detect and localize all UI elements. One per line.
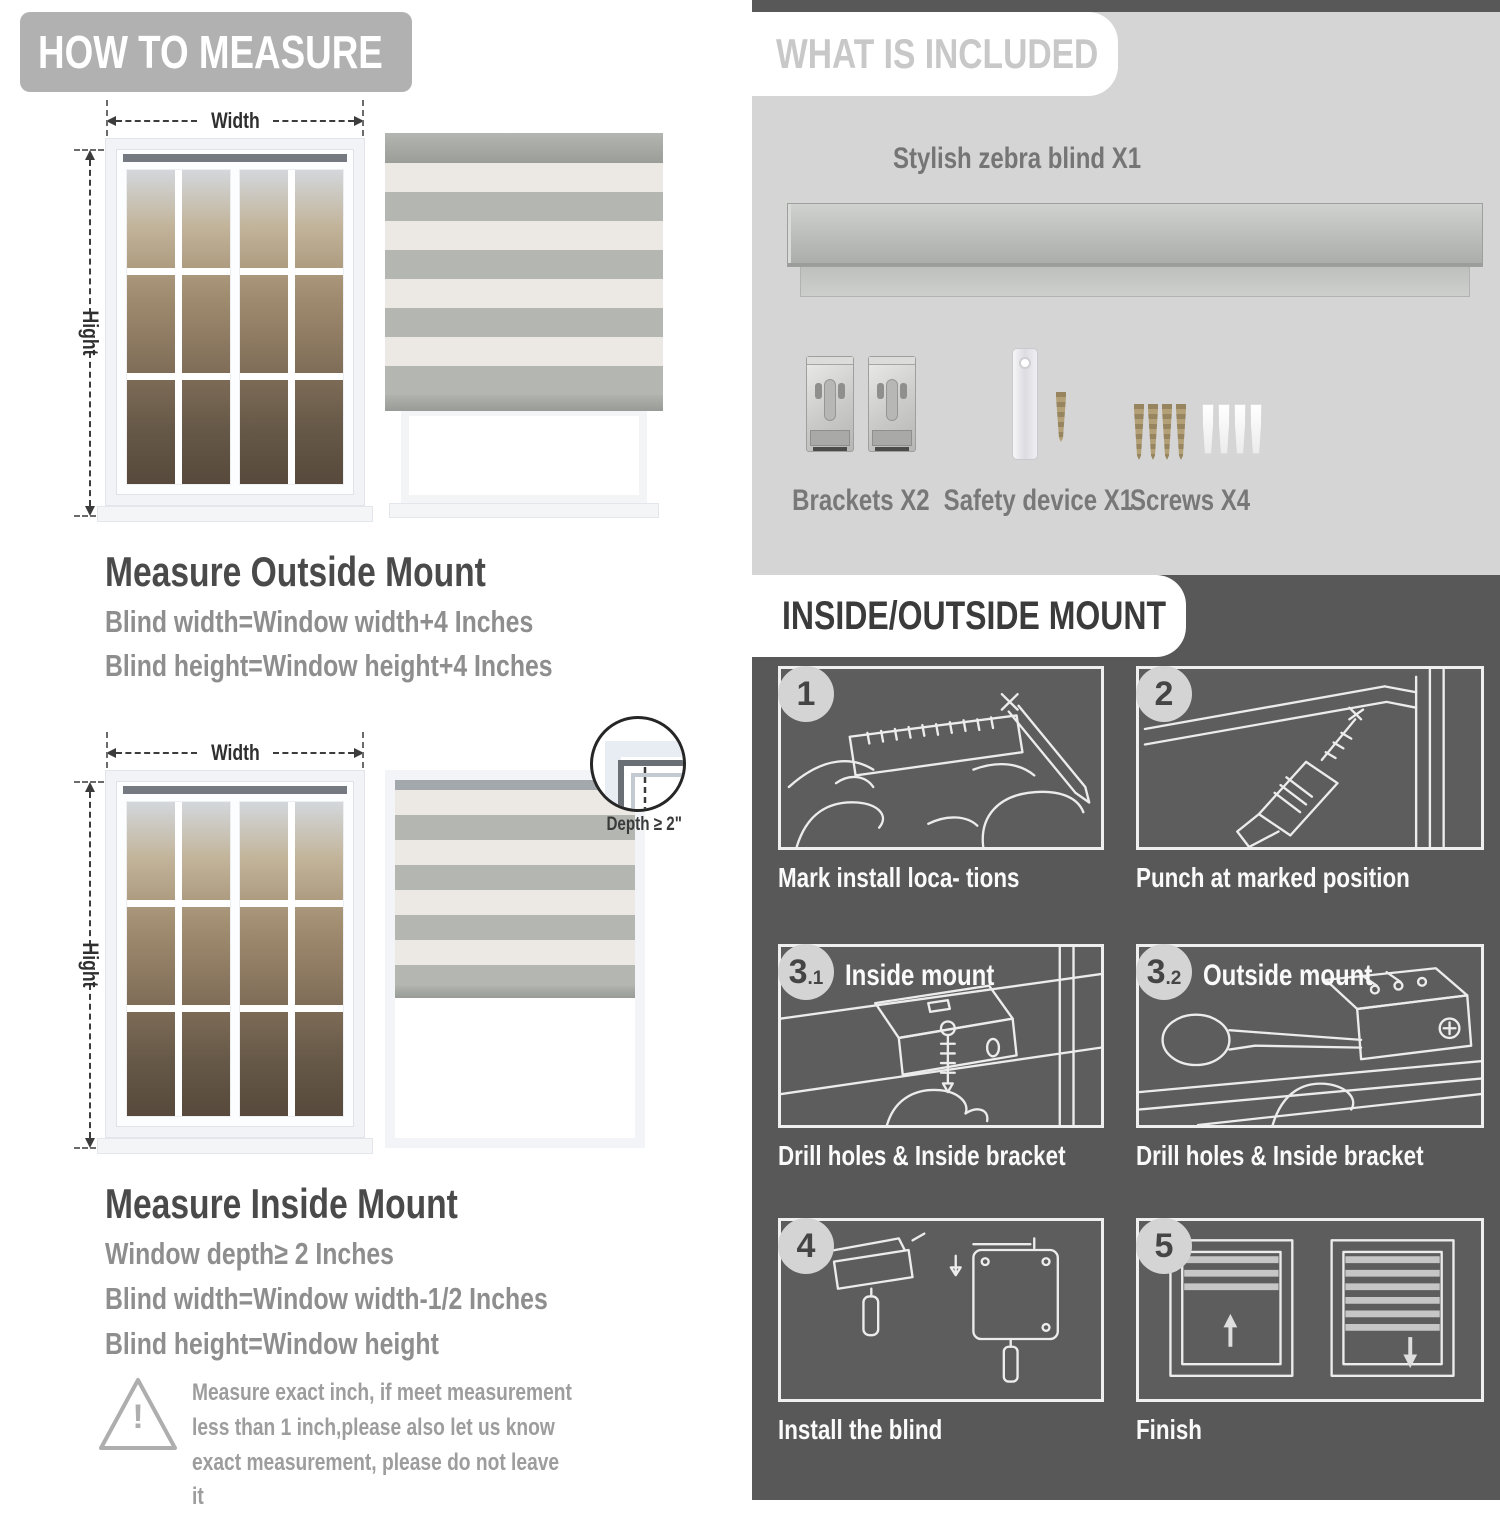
step-3-1-panel	[778, 944, 1104, 1128]
width-label: Width	[210, 740, 260, 765]
screw-icon	[1176, 404, 1186, 460]
blind-cassette	[385, 133, 663, 163]
outside-width-formula	[105, 604, 640, 640]
outside-mount-heading-text: Measure Outside Mount	[105, 548, 486, 595]
screw-icon	[1134, 404, 1144, 460]
zebra-blind-label	[752, 142, 1282, 176]
safety-device-icon	[1012, 348, 1038, 460]
width-arrow-outside	[106, 110, 364, 132]
inside-mount-heading-text: Measure Inside Mount	[105, 1180, 458, 1227]
dashed-line	[89, 160, 91, 314]
step-4-caption-text: Install the blind	[778, 1414, 943, 1445]
step-number: 3	[788, 952, 808, 991]
window-frame	[116, 149, 354, 495]
zebra-blind-cassette-image	[787, 203, 1483, 267]
height-arrow-inside	[78, 782, 104, 1148]
inside-height-formula-text: Blind height=Window height	[105, 1326, 439, 1361]
inside-height-formula	[105, 1326, 522, 1362]
step-number: 2	[1154, 674, 1174, 713]
step-number-badge	[778, 1218, 834, 1274]
inside-depth-formula	[105, 1236, 466, 1272]
what-is-included-title: WHAT IS INCLUDED	[776, 30, 1099, 77]
outside-width-formula-text: Blind width=Window width+4 Inches	[105, 604, 534, 639]
window-photo-inside	[105, 770, 365, 1138]
blind-zebra-stripes	[385, 163, 663, 395]
outside-height-formula	[105, 648, 664, 684]
screws-image	[1134, 404, 1262, 460]
step-subnumber: .1	[807, 968, 824, 989]
step-4-panel	[778, 1218, 1104, 1402]
wall-anchor-icon	[1250, 404, 1262, 454]
inside-outside-mount-banner	[752, 575, 1186, 657]
window-casement-left	[126, 169, 231, 485]
window-casement-right	[239, 801, 344, 1117]
step-3-2-caption	[1136, 1140, 1495, 1172]
step-3-1-caption	[778, 1140, 1137, 1172]
zebra-blind-label-text: Stylish zebra blind X1	[892, 142, 1142, 175]
dashed-line	[89, 984, 91, 1138]
step-5-caption	[1136, 1414, 1218, 1446]
window-below-blind	[395, 998, 635, 1138]
arrow-up-icon	[85, 150, 95, 160]
window-photo-outside	[105, 138, 365, 506]
width-arrow-inside	[106, 742, 364, 764]
step-3-1-label-text: Inside mount	[845, 959, 995, 992]
step-3-2-caption-text: Drill holes & Inside bracket	[1136, 1140, 1424, 1171]
step-number-badge	[1136, 944, 1192, 1000]
dashed-line	[116, 752, 197, 754]
brackets-image	[806, 356, 916, 452]
step-2-panel	[1136, 666, 1484, 850]
depth-note-text: Depth ≥ 2"	[606, 814, 682, 835]
step-number-badge	[778, 944, 834, 1000]
wall-anchor-icon	[1234, 404, 1246, 454]
blind-bottom-rail	[385, 395, 663, 411]
safety-device-label-text: Safety device X1	[943, 484, 1134, 517]
dashed-line	[116, 120, 197, 122]
how-to-measure-title: HOW TO MEASURE	[38, 26, 383, 78]
screws-label	[1075, 484, 1305, 518]
bracket-icon	[806, 356, 854, 452]
step-1-panel	[778, 666, 1104, 850]
zebra-blind-roll-image	[800, 267, 1470, 297]
inside-mount-heading	[105, 1180, 546, 1228]
wall-anchor-icon	[1202, 404, 1214, 454]
inside-depth-formula-text: Window depth≥ 2 Inches	[105, 1236, 394, 1271]
depth-note	[584, 814, 704, 836]
window-sill	[97, 1138, 373, 1154]
step-1-caption	[778, 862, 1080, 894]
step-number: 1	[796, 674, 816, 713]
step-1-caption-text: Mark install loca- tions	[778, 862, 1020, 893]
dashed-line	[89, 352, 91, 506]
measure-tick	[74, 781, 104, 783]
warning-triangle-icon	[95, 1374, 181, 1456]
window-casement-left	[126, 801, 231, 1117]
height-label: Hight	[78, 310, 104, 356]
step-2-caption-text: Punch at marked position	[1136, 862, 1410, 893]
step-number: 5	[1154, 1226, 1174, 1265]
screw-icon	[1162, 404, 1172, 460]
what-is-included-banner	[752, 12, 1118, 96]
dashed-line	[89, 792, 91, 946]
dashed-line	[273, 752, 354, 754]
window-corner-detail	[593, 719, 686, 812]
step-3-1-caption-text: Drill holes & Inside bracket	[778, 1140, 1066, 1171]
window-casement-right	[239, 169, 344, 485]
step-4-caption	[778, 1414, 983, 1446]
brackets-label-text: Brackets X2	[792, 484, 930, 517]
step-number: 3	[1146, 952, 1166, 991]
step-number-badge	[1136, 1218, 1192, 1274]
step-3-1-label	[845, 959, 1032, 993]
window-sill	[97, 506, 373, 522]
arrow-up-icon	[85, 782, 95, 792]
step-5-panel	[1136, 1218, 1484, 1402]
how-to-measure-banner	[20, 12, 412, 92]
inside-outside-mount-title: INSIDE/OUTSIDE MOUNT	[782, 593, 1167, 638]
screw-icon	[1148, 404, 1158, 460]
height-label: Hight	[78, 942, 104, 988]
step-3-2-panel	[1136, 944, 1484, 1128]
step-3-2-label-text: Outside mount	[1203, 959, 1373, 992]
window-top-bar	[123, 154, 347, 162]
blind-bottom-rail	[395, 986, 635, 998]
step-number-badge	[1136, 666, 1192, 722]
safety-device-image	[1012, 348, 1066, 460]
warning-text: Measure exact inch, if meet measurement less than 1 inch,please also let us know exact measurement, please do not leave it	[192, 1379, 572, 1511]
zebra-blind-outside-mount	[385, 133, 663, 518]
measure-tick	[362, 100, 364, 136]
bracket-icon	[868, 356, 916, 452]
inside-width-formula-text: Blind width=Window width-1/2 Inches	[105, 1281, 548, 1316]
step-5-caption-text: Finish	[1136, 1414, 1202, 1445]
depth-magnifier-icon	[590, 716, 686, 812]
window-below-blind	[401, 411, 647, 503]
measure-tick	[106, 100, 108, 136]
outside-height-formula-text: Blind height=Window height+4 Inches	[105, 648, 553, 683]
warning-exclamation-mark: !	[132, 1398, 144, 1436]
step-number: 4	[796, 1226, 816, 1265]
window-top-bar	[123, 786, 347, 794]
wall-anchor-icon	[1218, 404, 1230, 454]
window-sill	[389, 503, 659, 518]
step-subnumber: .2	[1165, 968, 1182, 989]
measure-tick	[106, 732, 108, 768]
outside-mount-heading	[105, 548, 581, 596]
width-label: Width	[210, 108, 260, 133]
top-divider-strip	[752, 0, 1500, 12]
window-frame	[116, 781, 354, 1127]
inside-width-formula	[105, 1281, 658, 1317]
height-arrow-outside	[78, 150, 104, 516]
measure-tick	[74, 149, 104, 151]
measure-tick	[362, 732, 364, 768]
screws-label-text: Screws X4	[1129, 484, 1251, 517]
step-2-caption	[1136, 862, 1478, 894]
screw-icon	[1056, 392, 1066, 442]
dashed-line	[273, 120, 354, 122]
step-3-2-label	[1203, 959, 1415, 993]
step-number-badge	[778, 666, 834, 722]
